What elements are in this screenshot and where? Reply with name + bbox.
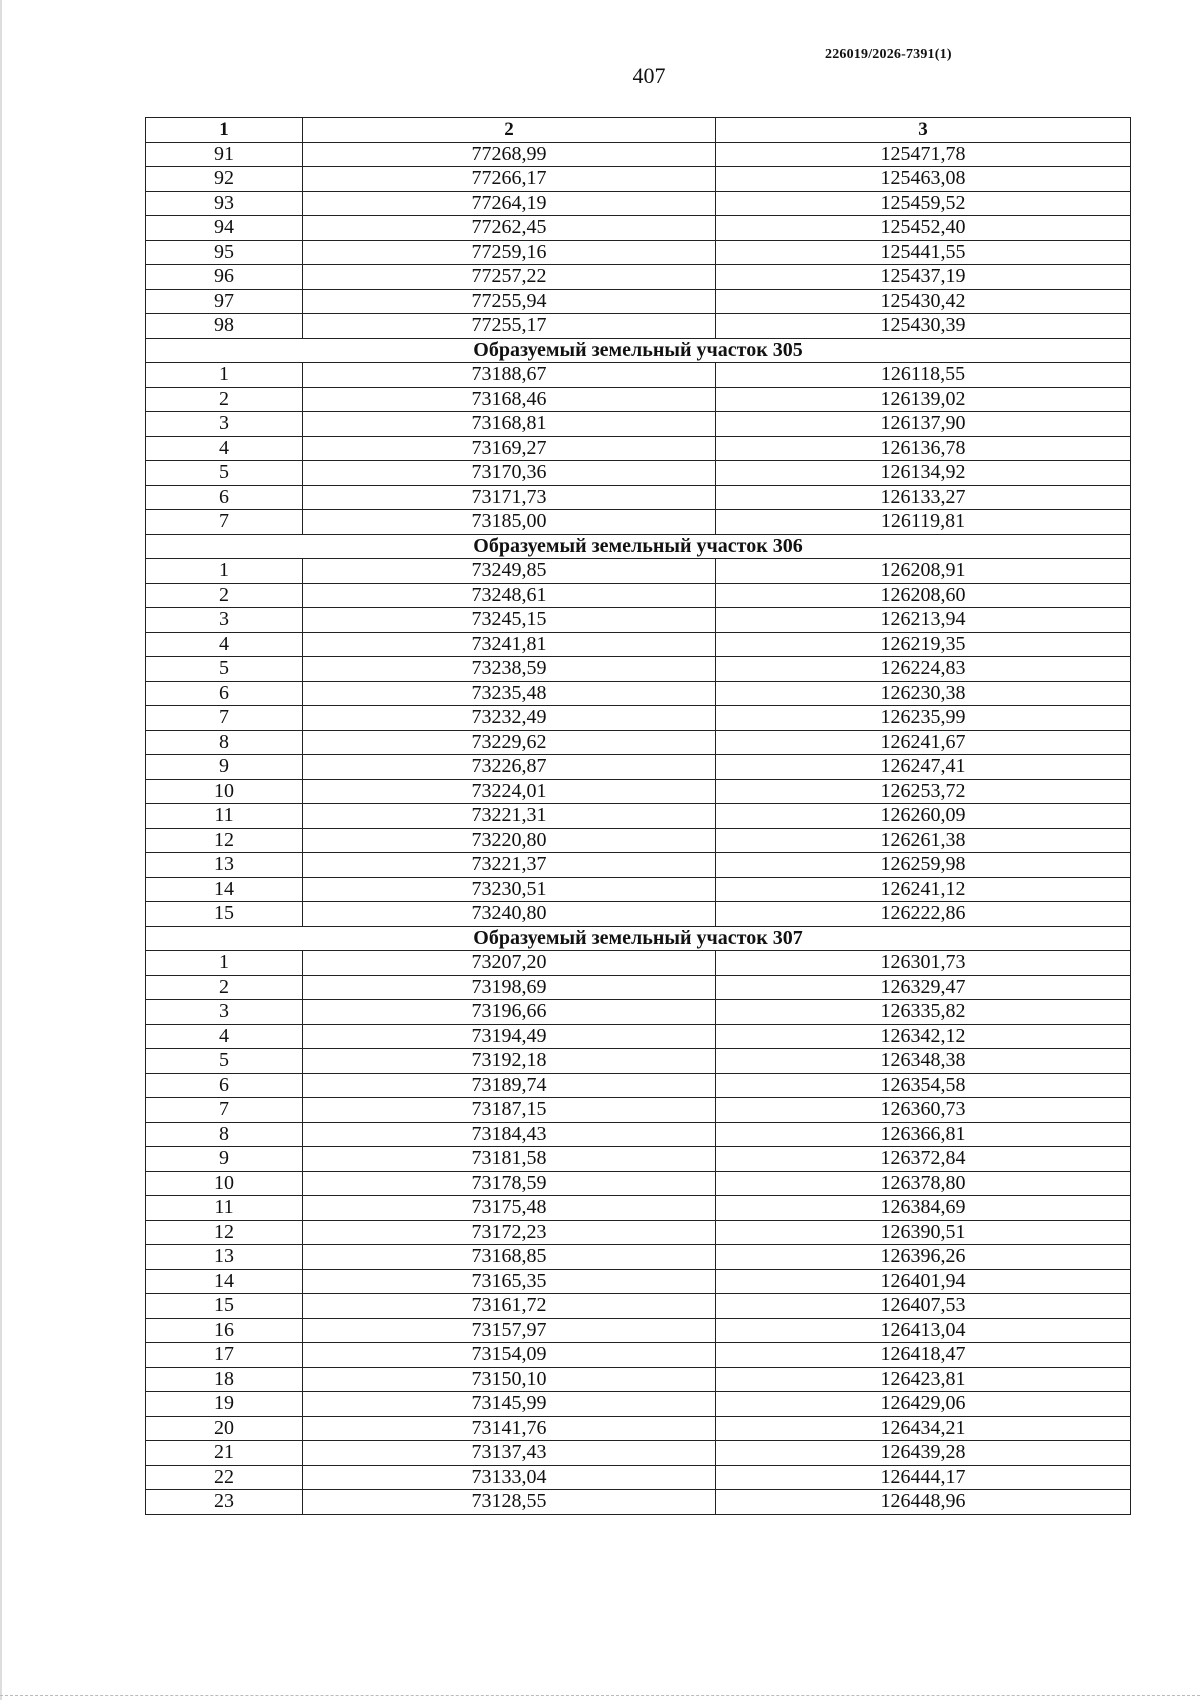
point-number-cell: 4 (146, 436, 303, 461)
x-coordinate-cell: 73133,04 (303, 1465, 716, 1490)
x-coordinate-cell: 73128,55 (303, 1490, 716, 1515)
table-row (146, 1367, 1131, 1392)
table-row (146, 1220, 1131, 1245)
y-coordinate-cell: 125430,39 (716, 314, 1131, 339)
x-coordinate-cell: 73145,99 (303, 1392, 716, 1417)
table-row (146, 1343, 1131, 1368)
x-coordinate-cell: 73221,31 (303, 804, 716, 829)
y-coordinate-cell: 126261,38 (716, 828, 1131, 853)
x-coordinate-cell: 73198,69 (303, 975, 716, 1000)
x-coordinate-cell: 73150,10 (303, 1367, 716, 1392)
table-row (146, 828, 1131, 853)
point-number-cell: 95 (146, 240, 303, 265)
table-row (146, 1490, 1131, 1515)
document-number: 226019/2026-7391(1) (825, 47, 952, 62)
table-row (146, 877, 1131, 902)
point-number-cell: 9 (146, 755, 303, 780)
table-row (146, 632, 1131, 657)
point-number-cell: 9 (146, 1147, 303, 1172)
y-coordinate-cell: 126260,09 (716, 804, 1131, 829)
x-coordinate-cell: 77264,19 (303, 191, 716, 216)
point-number-cell: 3 (146, 608, 303, 633)
y-coordinate-cell: 126119,81 (716, 510, 1131, 535)
y-coordinate-cell: 126434,21 (716, 1416, 1131, 1441)
x-coordinate-cell: 73207,20 (303, 951, 716, 976)
x-coordinate-cell: 77262,45 (303, 216, 716, 241)
table-row (146, 314, 1131, 339)
y-coordinate-cell: 125471,78 (716, 142, 1131, 167)
y-coordinate-cell: 125463,08 (716, 167, 1131, 192)
section-header-row (146, 926, 1131, 951)
table-header-row (146, 118, 1131, 143)
y-coordinate-cell: 126301,73 (716, 951, 1131, 976)
point-number-cell: 22 (146, 1465, 303, 1490)
x-coordinate-cell: 73168,85 (303, 1245, 716, 1270)
point-number-cell: 5 (146, 461, 303, 486)
y-coordinate-cell: 126139,02 (716, 387, 1131, 412)
y-coordinate-cell: 126401,94 (716, 1269, 1131, 1294)
y-coordinate-cell: 126366,81 (716, 1122, 1131, 1147)
y-coordinate-cell: 126390,51 (716, 1220, 1131, 1245)
coordinates-table (145, 117, 1131, 1515)
point-number-cell: 4 (146, 632, 303, 657)
y-coordinate-cell: 126241,12 (716, 877, 1131, 902)
table-row (146, 951, 1131, 976)
table-row (146, 216, 1131, 241)
page-number: 407 (632, 63, 666, 88)
scan-bottom-edge (0, 1695, 1200, 1700)
table-row (146, 1147, 1131, 1172)
point-number-cell: 23 (146, 1490, 303, 1515)
x-coordinate-cell: 73194,49 (303, 1024, 716, 1049)
point-number-cell: 96 (146, 265, 303, 290)
x-coordinate-cell: 73181,58 (303, 1147, 716, 1172)
table-row (146, 1073, 1131, 1098)
x-coordinate-cell: 73170,36 (303, 461, 716, 486)
table-row (146, 1196, 1131, 1221)
x-coordinate-cell: 73184,43 (303, 1122, 716, 1147)
point-number-cell: 11 (146, 1196, 303, 1221)
point-number-cell: 7 (146, 510, 303, 535)
x-coordinate-cell: 73171,73 (303, 485, 716, 510)
table-row (146, 583, 1131, 608)
table-row (146, 167, 1131, 192)
x-coordinate-cell: 73141,76 (303, 1416, 716, 1441)
table-row (146, 1318, 1131, 1343)
table-row (146, 1294, 1131, 1319)
point-number-cell: 8 (146, 1122, 303, 1147)
x-coordinate-cell: 73137,43 (303, 1441, 716, 1466)
point-number-cell: 1 (146, 951, 303, 976)
column-header-point: 1 (146, 118, 303, 143)
x-coordinate-cell: 73168,81 (303, 412, 716, 437)
section-title: Образуемый земельный участок 307 (146, 926, 1131, 951)
point-number-cell: 20 (146, 1416, 303, 1441)
point-number-cell: 10 (146, 779, 303, 804)
y-coordinate-cell: 125437,19 (716, 265, 1131, 290)
point-number-cell: 12 (146, 1220, 303, 1245)
y-coordinate-cell: 126429,06 (716, 1392, 1131, 1417)
point-number-cell: 6 (146, 681, 303, 706)
table-row (146, 1098, 1131, 1123)
y-coordinate-cell: 126241,67 (716, 730, 1131, 755)
x-coordinate-cell: 73187,15 (303, 1098, 716, 1123)
table-row (146, 1269, 1131, 1294)
point-number-cell: 93 (146, 191, 303, 216)
point-number-cell: 8 (146, 730, 303, 755)
x-coordinate-cell: 77266,17 (303, 167, 716, 192)
table-row (146, 436, 1131, 461)
point-number-cell: 13 (146, 853, 303, 878)
point-number-cell: 98 (146, 314, 303, 339)
column-header-y: 3 (716, 118, 1131, 143)
x-coordinate-cell: 73169,27 (303, 436, 716, 461)
y-coordinate-cell: 126423,81 (716, 1367, 1131, 1392)
scan-edge (0, 0, 2, 1700)
point-number-cell: 18 (146, 1367, 303, 1392)
y-coordinate-cell: 126208,60 (716, 583, 1131, 608)
point-number-cell: 19 (146, 1392, 303, 1417)
point-number-cell: 6 (146, 485, 303, 510)
point-number-cell: 7 (146, 706, 303, 731)
x-coordinate-cell: 73172,23 (303, 1220, 716, 1245)
y-coordinate-cell: 126224,83 (716, 657, 1131, 682)
table-row (146, 363, 1131, 388)
point-number-cell: 17 (146, 1343, 303, 1368)
section-title: Образуемый земельный участок 305 (146, 338, 1131, 363)
table-row (146, 387, 1131, 412)
x-coordinate-cell: 73154,09 (303, 1343, 716, 1368)
table-row (146, 559, 1131, 584)
table-row (146, 853, 1131, 878)
table-row (146, 289, 1131, 314)
table-row (146, 657, 1131, 682)
y-coordinate-cell: 126235,99 (716, 706, 1131, 731)
point-number-cell: 92 (146, 167, 303, 192)
table-row (146, 1416, 1131, 1441)
x-coordinate-cell: 73192,18 (303, 1049, 716, 1074)
y-coordinate-cell: 126137,90 (716, 412, 1131, 437)
point-number-cell: 11 (146, 804, 303, 829)
table-row (146, 730, 1131, 755)
x-coordinate-cell: 73221,37 (303, 853, 716, 878)
table-row (146, 804, 1131, 829)
y-coordinate-cell: 126396,26 (716, 1245, 1131, 1270)
x-coordinate-cell: 73175,48 (303, 1196, 716, 1221)
y-coordinate-cell: 126230,38 (716, 681, 1131, 706)
point-number-cell: 13 (146, 1245, 303, 1270)
table-row (146, 1122, 1131, 1147)
table-row (146, 1441, 1131, 1466)
x-coordinate-cell: 77255,17 (303, 314, 716, 339)
point-number-cell: 4 (146, 1024, 303, 1049)
x-coordinate-cell: 73240,80 (303, 902, 716, 927)
y-coordinate-cell: 126259,98 (716, 853, 1131, 878)
y-coordinate-cell: 126348,38 (716, 1049, 1131, 1074)
point-number-cell: 15 (146, 902, 303, 927)
section-title: Образуемый земельный участок 306 (146, 534, 1131, 559)
x-coordinate-cell: 73249,85 (303, 559, 716, 584)
table-row (146, 1024, 1131, 1049)
table-row (146, 191, 1131, 216)
x-coordinate-cell: 77268,99 (303, 142, 716, 167)
x-coordinate-cell: 73220,80 (303, 828, 716, 853)
table-row (146, 485, 1131, 510)
section-header-row (146, 338, 1131, 363)
x-coordinate-cell: 73238,59 (303, 657, 716, 682)
table-row (146, 1049, 1131, 1074)
y-coordinate-cell: 126342,12 (716, 1024, 1131, 1049)
point-number-cell: 97 (146, 289, 303, 314)
x-coordinate-cell: 73196,66 (303, 1000, 716, 1025)
x-coordinate-cell: 77257,22 (303, 265, 716, 290)
y-coordinate-cell: 126372,84 (716, 1147, 1131, 1172)
x-coordinate-cell: 73168,46 (303, 387, 716, 412)
point-number-cell: 94 (146, 216, 303, 241)
y-coordinate-cell: 125430,42 (716, 289, 1131, 314)
y-coordinate-cell: 126213,94 (716, 608, 1131, 633)
table-row (146, 510, 1131, 535)
table-row (146, 1465, 1131, 1490)
table-row (146, 1392, 1131, 1417)
y-coordinate-cell: 125452,40 (716, 216, 1131, 241)
y-coordinate-cell: 126418,47 (716, 1343, 1131, 1368)
x-coordinate-cell: 73157,97 (303, 1318, 716, 1343)
table-row (146, 779, 1131, 804)
point-number-cell: 1 (146, 363, 303, 388)
y-coordinate-cell: 126133,27 (716, 485, 1131, 510)
x-coordinate-cell: 73235,48 (303, 681, 716, 706)
y-coordinate-cell: 125459,52 (716, 191, 1131, 216)
x-coordinate-cell: 73165,35 (303, 1269, 716, 1294)
point-number-cell: 14 (146, 877, 303, 902)
table-row (146, 608, 1131, 633)
x-coordinate-cell: 73248,61 (303, 583, 716, 608)
table-row (146, 461, 1131, 486)
point-number-cell: 5 (146, 1049, 303, 1074)
table-row (146, 706, 1131, 731)
x-coordinate-cell: 73232,49 (303, 706, 716, 731)
x-coordinate-cell: 73161,72 (303, 1294, 716, 1319)
point-number-cell: 91 (146, 142, 303, 167)
point-number-cell: 14 (146, 1269, 303, 1294)
column-header-x: 2 (303, 118, 716, 143)
point-number-cell: 6 (146, 1073, 303, 1098)
table-row (146, 142, 1131, 167)
y-coordinate-cell: 126360,73 (716, 1098, 1131, 1123)
point-number-cell: 3 (146, 1000, 303, 1025)
point-number-cell: 10 (146, 1171, 303, 1196)
y-coordinate-cell: 126208,91 (716, 559, 1131, 584)
y-coordinate-cell: 126253,72 (716, 779, 1131, 804)
y-coordinate-cell: 126329,47 (716, 975, 1131, 1000)
y-coordinate-cell: 126354,58 (716, 1073, 1131, 1098)
point-number-cell: 3 (146, 412, 303, 437)
y-coordinate-cell: 126384,69 (716, 1196, 1131, 1221)
point-number-cell: 16 (146, 1318, 303, 1343)
x-coordinate-cell: 73229,62 (303, 730, 716, 755)
y-coordinate-cell: 126448,96 (716, 1490, 1131, 1515)
y-coordinate-cell: 126439,28 (716, 1441, 1131, 1466)
x-coordinate-cell: 73230,51 (303, 877, 716, 902)
x-coordinate-cell: 73188,67 (303, 363, 716, 388)
table-row (146, 975, 1131, 1000)
point-number-cell: 7 (146, 1098, 303, 1123)
y-coordinate-cell: 126335,82 (716, 1000, 1131, 1025)
y-coordinate-cell: 126413,04 (716, 1318, 1131, 1343)
x-coordinate-cell: 73241,81 (303, 632, 716, 657)
y-coordinate-cell: 125441,55 (716, 240, 1131, 265)
y-coordinate-cell: 126407,53 (716, 1294, 1131, 1319)
x-coordinate-cell: 73245,15 (303, 608, 716, 633)
table-row (146, 755, 1131, 780)
y-coordinate-cell: 126118,55 (716, 363, 1131, 388)
point-number-cell: 2 (146, 387, 303, 412)
section-header-row (146, 534, 1131, 559)
y-coordinate-cell: 126444,17 (716, 1465, 1131, 1490)
table-row (146, 1245, 1131, 1270)
point-number-cell: 12 (146, 828, 303, 853)
table-row (146, 412, 1131, 437)
point-number-cell: 21 (146, 1441, 303, 1466)
x-coordinate-cell: 73189,74 (303, 1073, 716, 1098)
point-number-cell: 1 (146, 559, 303, 584)
table-body (146, 142, 1131, 1514)
x-coordinate-cell: 77255,94 (303, 289, 716, 314)
x-coordinate-cell: 73224,01 (303, 779, 716, 804)
table-row (146, 265, 1131, 290)
point-number-cell: 2 (146, 975, 303, 1000)
y-coordinate-cell: 126219,35 (716, 632, 1131, 657)
table-row (146, 681, 1131, 706)
point-number-cell: 2 (146, 583, 303, 608)
table-row (146, 240, 1131, 265)
y-coordinate-cell: 126378,80 (716, 1171, 1131, 1196)
y-coordinate-cell: 126134,92 (716, 461, 1131, 486)
y-coordinate-cell: 126247,41 (716, 755, 1131, 780)
x-coordinate-cell: 73178,59 (303, 1171, 716, 1196)
table-row (146, 1171, 1131, 1196)
table-row (146, 1000, 1131, 1025)
y-coordinate-cell: 126222,86 (716, 902, 1131, 927)
y-coordinate-cell: 126136,78 (716, 436, 1131, 461)
x-coordinate-cell: 77259,16 (303, 240, 716, 265)
point-number-cell: 5 (146, 657, 303, 682)
table-row (146, 902, 1131, 927)
x-coordinate-cell: 73185,00 (303, 510, 716, 535)
x-coordinate-cell: 73226,87 (303, 755, 716, 780)
point-number-cell: 15 (146, 1294, 303, 1319)
